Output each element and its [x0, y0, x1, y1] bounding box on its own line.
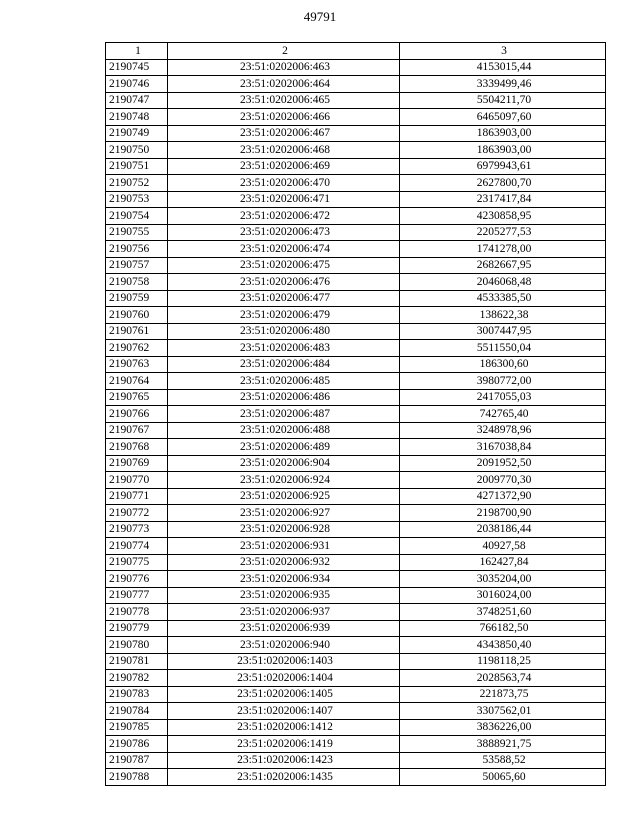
record-number-cell: 2190782: [106, 670, 168, 687]
record-number-cell: 2190762: [106, 340, 168, 357]
table-row: [106, 59, 606, 76]
header-row: [106, 43, 606, 60]
table-row: [106, 125, 606, 142]
table-row: [106, 752, 606, 769]
table-row: [106, 637, 606, 654]
cadastral-number-cell: 23:51:0202006:485: [168, 373, 400, 390]
record-number-cell: 2190771: [106, 488, 168, 505]
table-row: [106, 488, 606, 505]
table-row: [106, 356, 606, 373]
record-number-cell: 2190777: [106, 587, 168, 604]
value-cell: 3836226,00: [400, 719, 606, 736]
record-number-cell: 2190775: [106, 554, 168, 571]
record-number-cell: 2190750: [106, 142, 168, 159]
value-cell: 162427,84: [400, 554, 606, 571]
cadastral-number-cell: 23:51:0202006:925: [168, 488, 400, 505]
cadastral-number-cell: 23:51:0202006:486: [168, 389, 400, 406]
value-cell: 6979943,61: [400, 158, 606, 175]
value-cell: 5504211,70: [400, 92, 606, 109]
table-row: [106, 472, 606, 489]
record-number-cell: 2190785: [106, 719, 168, 736]
value-cell: 3248978,96: [400, 422, 606, 439]
value-cell: 3888921,75: [400, 736, 606, 753]
table-row: [106, 620, 606, 637]
value-cell: 2038186,44: [400, 521, 606, 538]
value-cell: 2009770,30: [400, 472, 606, 489]
cadastral-number-cell: 23:51:0202006:1405: [168, 686, 400, 703]
table-row: [106, 554, 606, 571]
cadastral-number-cell: 23:51:0202006:489: [168, 439, 400, 456]
table-row: [106, 505, 606, 522]
table-row: [106, 587, 606, 604]
record-number-cell: 2190781: [106, 653, 168, 670]
cadastral-number-cell: 23:51:0202006:1407: [168, 703, 400, 720]
cadastral-number-cell: 23:51:0202006:474: [168, 241, 400, 258]
value-cell: 4533385,50: [400, 290, 606, 307]
table-row: [106, 307, 606, 324]
cadastral-number-cell: 23:51:0202006:904: [168, 455, 400, 472]
record-number-cell: 2190767: [106, 422, 168, 439]
cadastral-number-cell: 23:51:0202006:477: [168, 290, 400, 307]
value-cell: 3167038,84: [400, 439, 606, 456]
table-row: [106, 686, 606, 703]
value-cell: 3016024,00: [400, 587, 606, 604]
record-number-cell: 2190748: [106, 109, 168, 126]
cadastral-number-cell: 23:51:0202006:940: [168, 637, 400, 654]
table-row: [106, 439, 606, 456]
cadastral-number-cell: 23:51:0202006:484: [168, 356, 400, 373]
value-cell: 138622,38: [400, 307, 606, 324]
record-number-cell: 2190783: [106, 686, 168, 703]
value-cell: 2417055,03: [400, 389, 606, 406]
cadastral-number-cell: 23:51:0202006:473: [168, 224, 400, 241]
record-number-cell: 2190788: [106, 769, 168, 786]
table-row: [106, 109, 606, 126]
record-number-cell: 2190780: [106, 637, 168, 654]
value-cell: 2627800,70: [400, 175, 606, 192]
record-number-cell: 2190753: [106, 191, 168, 208]
value-cell: 2198700,90: [400, 505, 606, 522]
record-number-cell: 2190761: [106, 323, 168, 340]
value-cell: 186300,60: [400, 356, 606, 373]
table-row: [106, 719, 606, 736]
record-number-cell: 2190758: [106, 274, 168, 291]
record-number-cell: 2190759: [106, 290, 168, 307]
data-table: [105, 42, 606, 786]
table-row: [106, 191, 606, 208]
record-number-cell: 2190755: [106, 224, 168, 241]
table-row: [106, 736, 606, 753]
record-number-cell: 2190760: [106, 307, 168, 324]
record-number-cell: 2190774: [106, 538, 168, 555]
table-row: [106, 290, 606, 307]
record-number-cell: 2190784: [106, 703, 168, 720]
table-row: [106, 274, 606, 291]
table-row: [106, 257, 606, 274]
record-number-cell: 2190747: [106, 92, 168, 109]
table-row: [106, 571, 606, 588]
record-number-cell: 2190778: [106, 604, 168, 621]
table-row: [106, 76, 606, 93]
cadastral-number-cell: 23:51:0202006:1404: [168, 670, 400, 687]
value-cell: 2028563,74: [400, 670, 606, 687]
record-number-cell: 2190779: [106, 620, 168, 637]
table-row: [106, 422, 606, 439]
value-cell: 221873,75: [400, 686, 606, 703]
table-row: [106, 406, 606, 423]
cadastral-number-cell: 23:51:0202006:488: [168, 422, 400, 439]
cadastral-number-cell: 23:51:0202006:469: [168, 158, 400, 175]
table-row: [106, 158, 606, 175]
record-number-cell: 2190770: [106, 472, 168, 489]
value-cell: 2317417,84: [400, 191, 606, 208]
cadastral-number-cell: 23:51:0202006:927: [168, 505, 400, 522]
table-row: [106, 604, 606, 621]
table-row: [106, 389, 606, 406]
table-row: [106, 340, 606, 357]
cadastral-number-cell: 23:51:0202006:480: [168, 323, 400, 340]
value-cell: 3980772,00: [400, 373, 606, 390]
cadastral-number-cell: 23:51:0202006:487: [168, 406, 400, 423]
table-row: [106, 670, 606, 687]
value-cell: 3007447,95: [400, 323, 606, 340]
table-row: [106, 323, 606, 340]
record-number-cell: 2190745: [106, 59, 168, 76]
cadastral-number-cell: 23:51:0202006:479: [168, 307, 400, 324]
value-cell: 40927,58: [400, 538, 606, 555]
value-cell: 766182,50: [400, 620, 606, 637]
value-cell: 3307562,01: [400, 703, 606, 720]
cadastral-number-cell: 23:51:0202006:935: [168, 587, 400, 604]
record-number-cell: 2190756: [106, 241, 168, 258]
column-header-3: 3: [400, 43, 606, 60]
value-cell: 4230858,95: [400, 208, 606, 225]
record-number-cell: 2190772: [106, 505, 168, 522]
cadastral-number-cell: 23:51:0202006:939: [168, 620, 400, 637]
cadastral-number-cell: 23:51:0202006:928: [168, 521, 400, 538]
record-number-cell: 2190766: [106, 406, 168, 423]
value-cell: 3339499,46: [400, 76, 606, 93]
table-row: [106, 521, 606, 538]
cadastral-number-cell: 23:51:0202006:472: [168, 208, 400, 225]
cadastral-number-cell: 23:51:0202006:464: [168, 76, 400, 93]
cadastral-number-cell: 23:51:0202006:1435: [168, 769, 400, 786]
cadastral-number-cell: 23:51:0202006:465: [168, 92, 400, 109]
record-number-cell: 2190746: [106, 76, 168, 93]
cadastral-number-cell: 23:51:0202006:466: [168, 109, 400, 126]
record-number-cell: 2190769: [106, 455, 168, 472]
record-number-cell: 2190763: [106, 356, 168, 373]
value-cell: 2682667,95: [400, 257, 606, 274]
record-number-cell: 2190765: [106, 389, 168, 406]
cadastral-number-cell: 23:51:0202006:1419: [168, 736, 400, 753]
table-row: [106, 538, 606, 555]
table-row: [106, 241, 606, 258]
cadastral-number-cell: 23:51:0202006:475: [168, 257, 400, 274]
value-cell: 4153015,44: [400, 59, 606, 76]
record-number-cell: 2190752: [106, 175, 168, 192]
cadastral-number-cell: 23:51:0202006:937: [168, 604, 400, 621]
column-header-1: 1: [106, 43, 168, 60]
value-cell: 742765,40: [400, 406, 606, 423]
value-cell: 2046068,48: [400, 274, 606, 291]
record-number-cell: 2190773: [106, 521, 168, 538]
table-row: [106, 769, 606, 786]
table-row: [106, 373, 606, 390]
record-number-cell: 2190786: [106, 736, 168, 753]
value-cell: 4343850,40: [400, 637, 606, 654]
table-body: [106, 59, 606, 785]
value-cell: 6465097,60: [400, 109, 606, 126]
cadastral-number-cell: 23:51:0202006:470: [168, 175, 400, 192]
record-number-cell: 2190754: [106, 208, 168, 225]
value-cell: 53588,52: [400, 752, 606, 769]
record-number-cell: 2190768: [106, 439, 168, 456]
cadastral-number-cell: 23:51:0202006:924: [168, 472, 400, 489]
value-cell: 1741278,00: [400, 241, 606, 258]
table-row: [106, 653, 606, 670]
cadastral-number-cell: 23:51:0202006:467: [168, 125, 400, 142]
table-row: [106, 455, 606, 472]
value-cell: 1198118,25: [400, 653, 606, 670]
table-row: [106, 175, 606, 192]
value-cell: 2205277,53: [400, 224, 606, 241]
value-cell: 4271372,90: [400, 488, 606, 505]
cadastral-number-cell: 23:51:0202006:476: [168, 274, 400, 291]
value-cell: 3748251,60: [400, 604, 606, 621]
cadastral-number-cell: 23:51:0202006:471: [168, 191, 400, 208]
value-cell: 50065,60: [400, 769, 606, 786]
record-number-cell: 2190751: [106, 158, 168, 175]
record-number-cell: 2190776: [106, 571, 168, 588]
cadastral-number-cell: 23:51:0202006:1403: [168, 653, 400, 670]
cadastral-number-cell: 23:51:0202006:932: [168, 554, 400, 571]
cadastral-number-cell: 23:51:0202006:463: [168, 59, 400, 76]
cadastral-number-cell: 23:51:0202006:931: [168, 538, 400, 555]
value-cell: 3035204,00: [400, 571, 606, 588]
cadastral-number-cell: 23:51:0202006:483: [168, 340, 400, 357]
record-number-cell: 2190757: [106, 257, 168, 274]
cadastral-number-cell: 23:51:0202006:1412: [168, 719, 400, 736]
cadastral-number-cell: 23:51:0202006:934: [168, 571, 400, 588]
cadastral-number-cell: 23:51:0202006:1423: [168, 752, 400, 769]
cadastral-number-cell: 23:51:0202006:468: [168, 142, 400, 159]
table-header: [106, 43, 606, 60]
value-cell: 5511550,04: [400, 340, 606, 357]
record-number-cell: 2190764: [106, 373, 168, 390]
page-number: 49791: [303, 9, 337, 24]
value-cell: 1863903,00: [400, 142, 606, 159]
table-row: [106, 142, 606, 159]
value-cell: 2091952,50: [400, 455, 606, 472]
value-cell: 1863903,00: [400, 125, 606, 142]
table-row: [106, 208, 606, 225]
table-row: [106, 703, 606, 720]
table-row: [106, 92, 606, 109]
column-header-2: 2: [168, 43, 400, 60]
table-row: [106, 224, 606, 241]
record-number-cell: 2190787: [106, 752, 168, 769]
record-number-cell: 2190749: [106, 125, 168, 142]
